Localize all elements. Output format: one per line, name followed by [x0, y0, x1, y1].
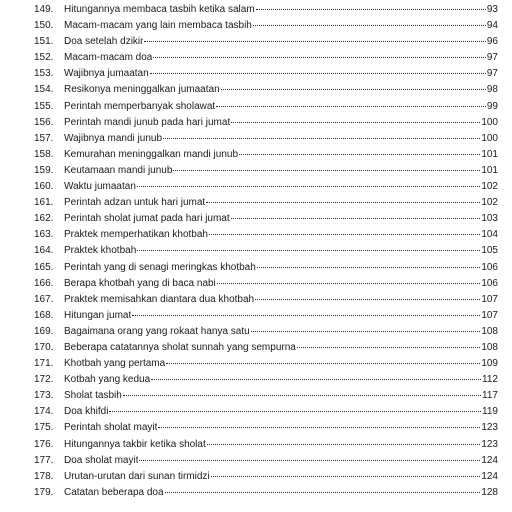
toc-entry	[34, 308, 498, 324]
toc-dot-leader	[231, 218, 481, 219]
toc-entry	[34, 469, 498, 485]
toc-entry-number: 163.	[34, 229, 54, 241]
toc-entry-title: Doa setelah dzikir	[64, 36, 144, 48]
toc-entry-title: Perintah mandi junub pada hari jumat	[64, 116, 231, 128]
toc-dot-leader	[251, 331, 481, 332]
toc-entry	[34, 292, 498, 308]
toc-entry-number: 155.	[34, 100, 54, 112]
toc-entry-page: 101	[481, 164, 498, 176]
toc-entry	[34, 404, 498, 420]
toc-entry-number: 150.	[34, 20, 54, 32]
toc-entry-page: 123	[481, 438, 498, 450]
toc-entry-title: Praktek memisahkan diantara dua khotbah	[64, 293, 255, 305]
toc-entry-number: 159.	[34, 164, 54, 176]
toc-entry	[34, 195, 498, 211]
toc-dot-leader	[153, 57, 486, 58]
toc-entry-title: Macam-macam doa	[64, 52, 153, 64]
toc-entry-number: 177.	[34, 454, 54, 466]
toc-entry-number: 164.	[34, 245, 54, 257]
toc-entry-title: Perintah sholat mayit	[64, 422, 158, 434]
toc-dot-leader	[158, 427, 480, 428]
toc-entry-page: 97	[486, 52, 498, 64]
toc-entry-title: Urutan-urutan dari sunan tirmidzi	[64, 470, 210, 482]
toc-entry-page: 105	[481, 245, 498, 257]
toc-entry-page: 99	[486, 100, 498, 112]
toc-dot-leader	[211, 476, 481, 477]
toc-entry-number: 174.	[34, 406, 54, 418]
toc-entry-number: 167.	[34, 293, 54, 305]
toc-dot-leader	[137, 250, 480, 251]
toc-entry-number: 152.	[34, 52, 54, 64]
toc-entry-page: 108	[481, 325, 498, 337]
toc-dot-leader	[163, 138, 480, 139]
toc-entry	[34, 420, 498, 436]
toc-entry	[34, 82, 498, 98]
toc-entry-number: 173.	[34, 390, 54, 402]
toc-entry	[34, 50, 498, 66]
toc-dot-leader	[165, 492, 481, 493]
toc-entry-title: Kemurahan meninggalkan mandi junub	[64, 148, 239, 160]
toc-entry-title: Perintah adzan untuk hari jumat	[64, 197, 206, 209]
toc-dot-leader	[132, 315, 480, 316]
toc-entry-number: 157.	[34, 132, 54, 144]
toc-entry	[34, 34, 498, 50]
toc-entry-page: 98	[486, 84, 498, 96]
toc-dot-leader	[173, 170, 480, 171]
toc-entry	[34, 485, 498, 501]
toc-entry	[34, 131, 498, 147]
toc-entry-title: Catatan beberapa doa	[64, 486, 164, 498]
toc-entry-number: 153.	[34, 68, 54, 80]
toc-dot-leader	[253, 25, 486, 26]
toc-entry-number: 170.	[34, 341, 54, 353]
toc-entry-page: 100	[481, 116, 498, 128]
toc-entry-title: Resikonya meninggalkan jumaatan	[64, 84, 220, 96]
toc-dot-leader	[217, 283, 481, 284]
toc-dot-leader	[255, 299, 480, 300]
toc-entry-title: Doa sholat mayit	[64, 454, 139, 466]
toc-entry-title: Perintah yang di senagi meringkas khotbah	[64, 261, 256, 273]
toc-entry-title: Hitungannya membaca tasbih ketika salam	[64, 4, 255, 15]
toc-dot-leader	[209, 234, 480, 235]
toc-entry-page: 103	[481, 213, 498, 225]
toc-entry-title: Hitungan jumat	[64, 309, 132, 321]
toc-dot-leader	[137, 186, 480, 187]
toc-entry-title: Perintah memperbanyak sholawat	[64, 100, 216, 112]
toc-dot-leader	[257, 267, 481, 268]
toc-entry-title: Keutamaan mandi junub	[64, 164, 173, 176]
toc-entry-number: 149.	[34, 4, 54, 15]
toc-entry-title: Doa khifdi	[64, 406, 109, 418]
toc-dot-leader	[166, 363, 480, 364]
toc-entry	[34, 66, 498, 82]
toc-dot-leader	[256, 9, 486, 10]
toc-entry-page: 108	[481, 341, 498, 353]
toc-entry-number: 169.	[34, 325, 54, 337]
toc-entry-page: 123	[481, 422, 498, 434]
toc-entry	[34, 340, 498, 356]
toc-entry-title: Berapa khotbah yang di baca nabi	[64, 277, 216, 289]
toc-entry	[34, 276, 498, 292]
toc-entry-number: 160.	[34, 181, 54, 193]
toc-dot-leader	[297, 347, 480, 348]
toc-entry-number: 175.	[34, 422, 54, 434]
toc-entry	[34, 115, 498, 131]
toc-entry-page: 101	[481, 148, 498, 160]
toc-entry-number: 165.	[34, 261, 54, 273]
toc-entry-page: 102	[481, 197, 498, 209]
toc-dot-leader	[109, 411, 481, 412]
toc-dot-leader	[139, 460, 480, 461]
toc-dot-leader	[221, 89, 486, 90]
toc-list	[34, 2, 498, 501]
toc-entry-title: Wajibnya jumaatan	[64, 68, 149, 80]
toc-entry	[34, 372, 498, 388]
toc-dot-leader	[151, 379, 481, 380]
toc-entry-page: 94	[486, 20, 498, 32]
toc-entry	[34, 179, 498, 195]
toc-entry-title: Bagaimana orang yang rokaat hanya satu	[64, 325, 250, 337]
toc-entry-title: Beberapa catatannya sholat sunnah yang sempurna	[64, 341, 296, 353]
toc-entry-title: Perintah sholat jumat pada hari jumat	[64, 213, 230, 225]
toc-entry	[34, 211, 498, 227]
toc-entry-page: 100	[481, 132, 498, 144]
toc-dot-leader	[216, 106, 486, 107]
toc-entry-number: 162.	[34, 213, 54, 225]
toc-entry-number: 171.	[34, 358, 54, 370]
toc-entry-number: 161.	[34, 197, 54, 209]
toc-entry	[34, 437, 498, 453]
toc-entry	[34, 163, 498, 179]
toc-entry-title: Praktek memperhatikan khotbah	[64, 229, 208, 241]
toc-entry	[34, 243, 498, 259]
toc-entry-page: 102	[481, 181, 498, 193]
toc-entry	[34, 260, 498, 276]
toc-entry-number: 158.	[34, 148, 54, 160]
toc-entry-title: Kotbah yang kedua	[64, 374, 151, 386]
toc-entry	[34, 2, 498, 18]
toc-entry	[34, 18, 498, 34]
toc-dot-leader	[206, 202, 480, 203]
toc-entry	[34, 324, 498, 340]
toc-entry-title: Waktu jumaatan	[64, 181, 136, 193]
toc-entry	[34, 356, 498, 372]
toc-entry	[34, 453, 498, 469]
toc-dot-leader	[144, 41, 485, 42]
toc-entry-number: 166.	[34, 277, 54, 289]
toc-entry	[34, 227, 498, 243]
toc-entry-number: 154.	[34, 84, 54, 96]
toc-entry-page: 128	[481, 486, 498, 498]
toc-entry-page: 117	[482, 390, 498, 402]
toc-entry	[34, 99, 498, 115]
toc-dot-leader	[150, 73, 486, 74]
toc-dot-leader	[231, 122, 480, 123]
toc-entry-title: Khotbah yang pertama	[64, 358, 166, 370]
toc-entry-page: 96	[486, 36, 498, 48]
toc-entry-title: Sholat tasbih	[64, 390, 122, 402]
toc-entry-number: 178.	[34, 470, 54, 482]
toc-entry-page: 124	[481, 470, 498, 482]
toc-entry-page: 106	[481, 277, 498, 289]
toc-entry-number: 179.	[34, 486, 54, 498]
toc-entry-page: 104	[481, 229, 498, 241]
toc-entry-page: 97	[486, 68, 498, 80]
toc-entry-number: 156.	[34, 116, 54, 128]
toc-dot-leader	[207, 444, 481, 445]
toc-entry-number: 151.	[34, 36, 54, 48]
toc-entry-page: 107	[481, 293, 498, 305]
toc-entry-page: 124	[481, 454, 498, 466]
toc-entry-title: Macam-macam yang lain membaca tasbih	[64, 20, 252, 32]
toc-entry	[34, 388, 498, 404]
toc-entry-page: 112	[482, 374, 498, 386]
toc-entry-page: 106	[481, 261, 498, 273]
toc-entry-page: 119	[482, 406, 498, 418]
toc-entry-title: Hitungannya takbir ketika sholat	[64, 438, 206, 450]
toc-entry-number: 172.	[34, 374, 54, 386]
toc-dot-leader	[239, 154, 480, 155]
toc-entry-title: Praktek khotbah	[64, 245, 137, 257]
toc-dot-leader	[123, 395, 481, 396]
toc-entry-number: 176.	[34, 438, 54, 450]
toc-entry	[34, 147, 498, 163]
toc-entry-title: Wajibnya mandi junub	[64, 132, 163, 144]
toc-entry-page: 93	[486, 4, 498, 15]
toc-entry-number: 168.	[34, 309, 54, 321]
toc-entry-page: 109	[481, 358, 498, 370]
toc-entry-page: 107	[481, 309, 498, 321]
